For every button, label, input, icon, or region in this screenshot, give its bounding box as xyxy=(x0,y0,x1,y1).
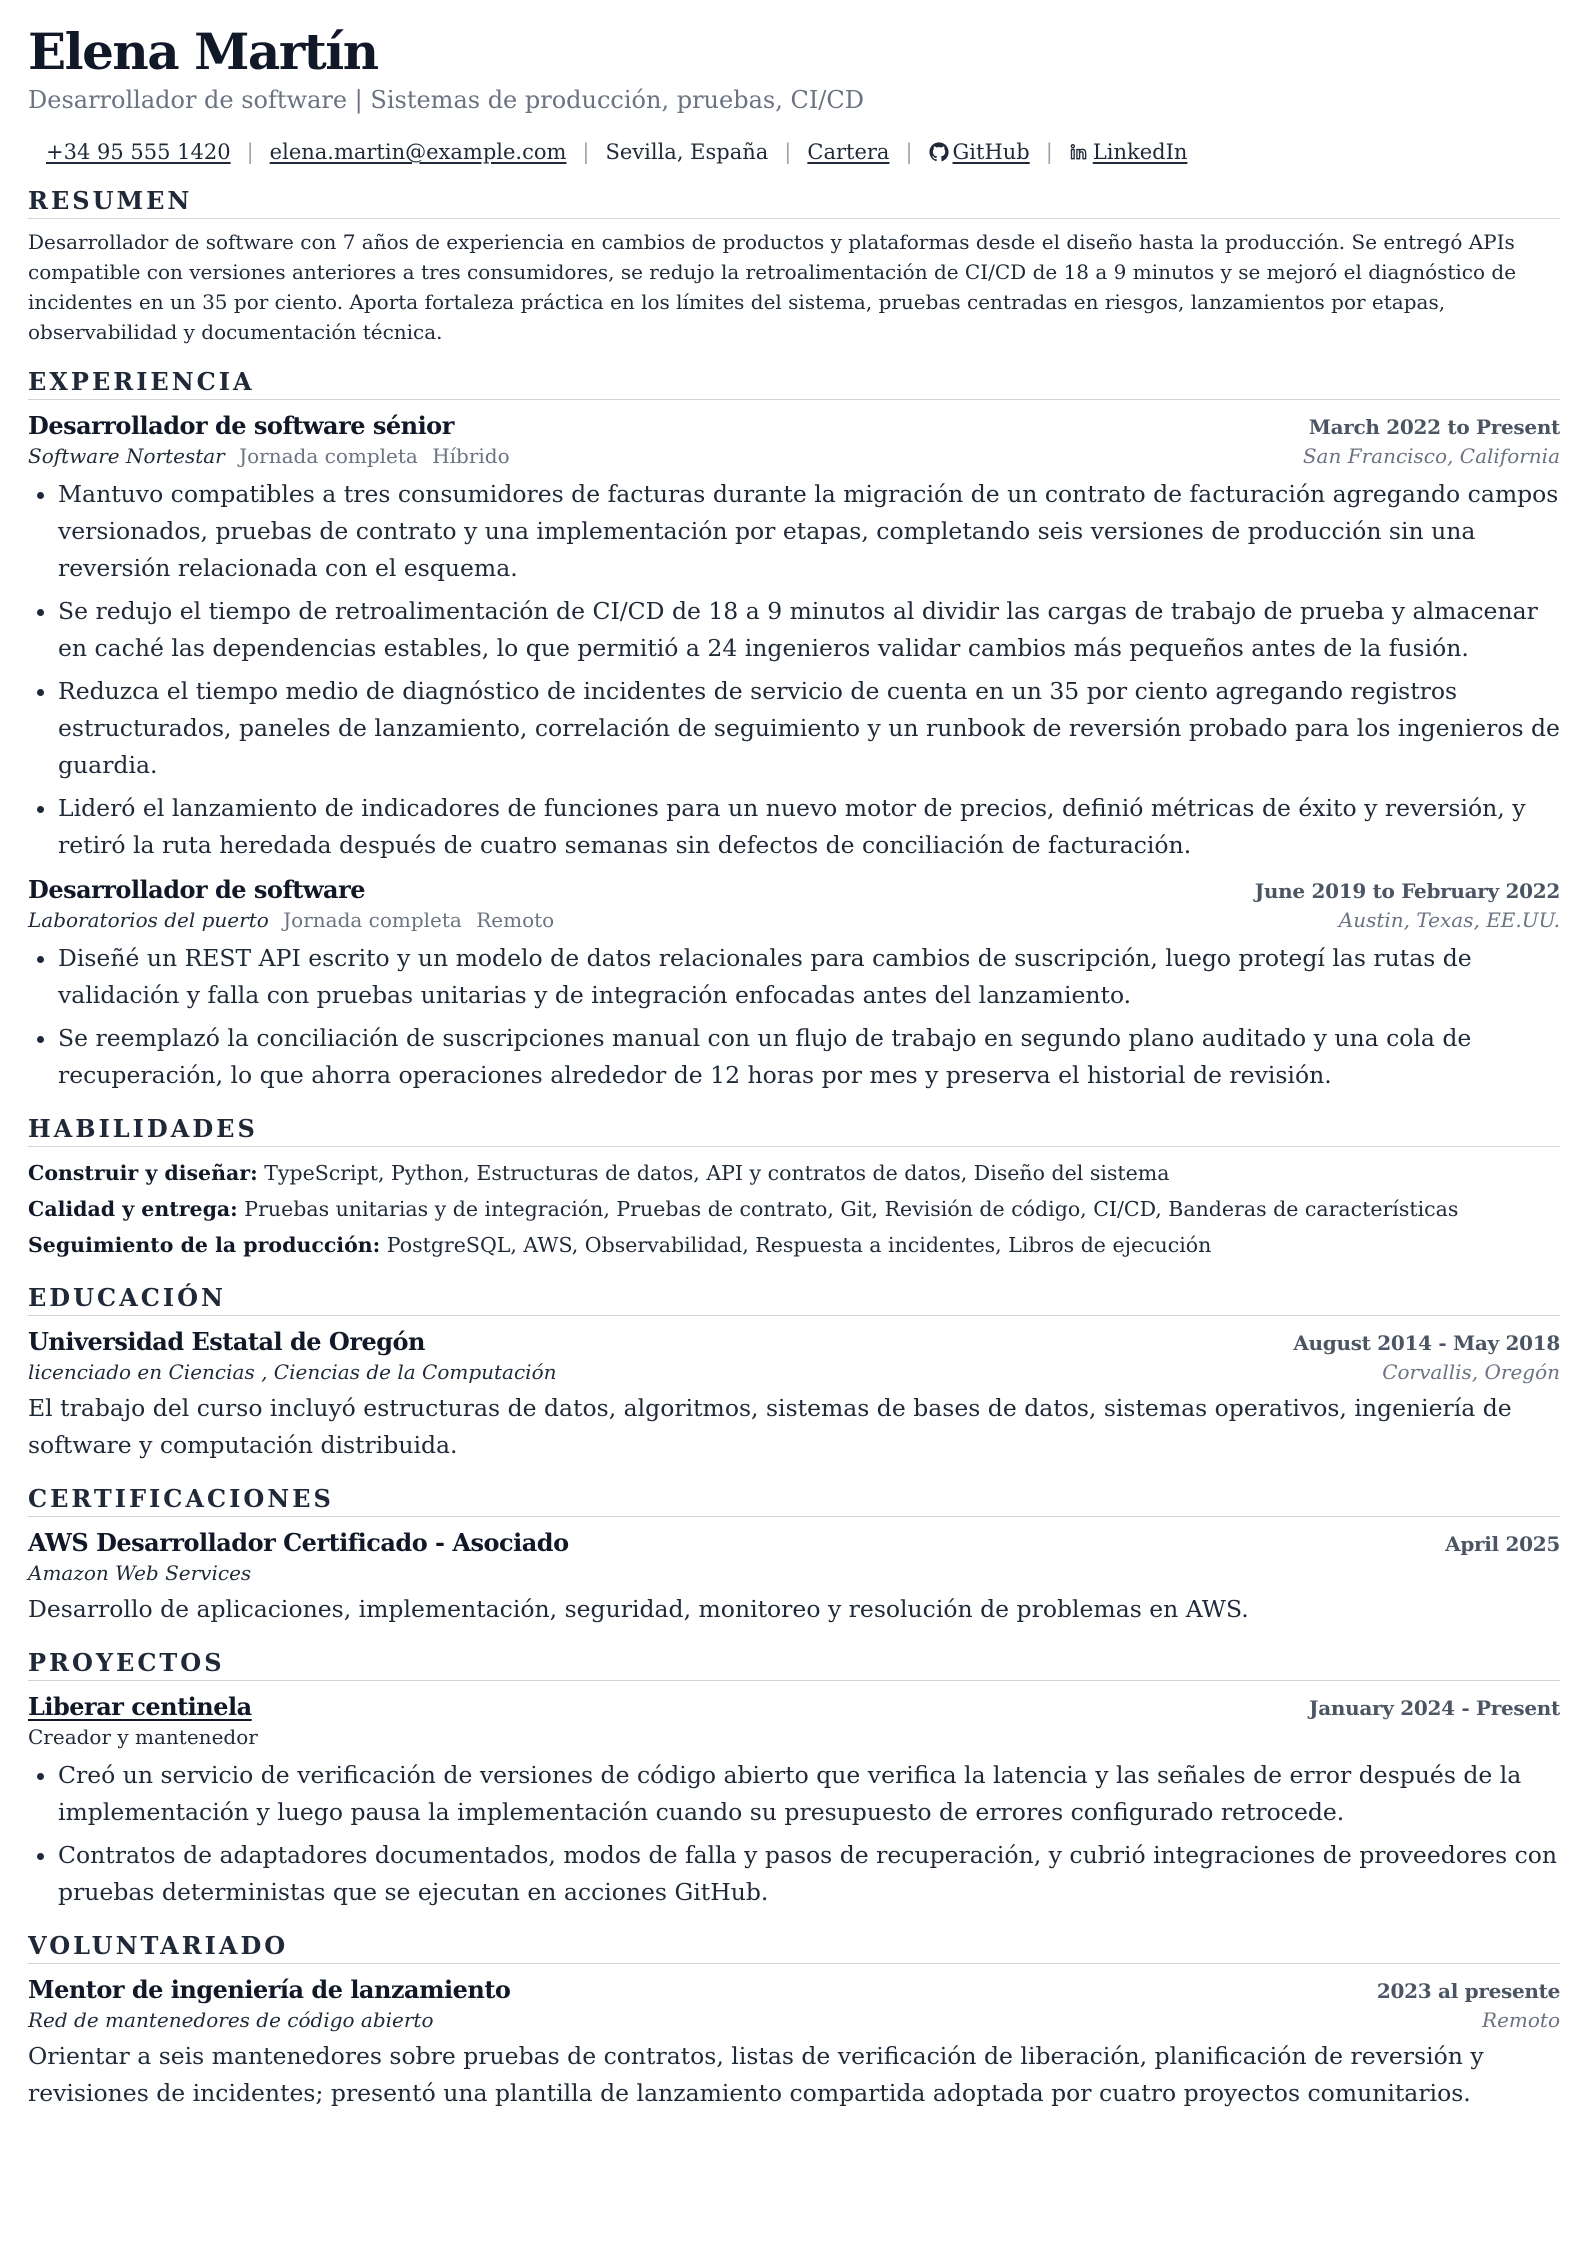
certification-entry xyxy=(28,1527,1560,1628)
github-contact[interactable] xyxy=(929,138,1030,166)
job-bullets xyxy=(28,476,1560,864)
bullet-item: • Se reemplazó la conciliación de suscripciones manual con un flujo de trabajo en segundo plano auditado y una cola de recuperación, lo que ahorra operaciones alrededor de 12 horas por mes y preserva el historial de revisión. xyxy=(58,1020,1560,1094)
separator: | xyxy=(784,140,792,164)
headline: Desarrollador de software | Sistemas de producción, pruebas, CI/CD xyxy=(28,86,864,114)
section-title-skills: HABILIDADES xyxy=(28,1114,1560,1147)
portfolio-link[interactable]: Cartera xyxy=(807,140,890,164)
skills-list xyxy=(28,1155,1560,1263)
volunteer-org: Red de mantenedores de código abierto xyxy=(28,2008,434,2032)
section-title-education: EDUCACIÓN xyxy=(28,1283,1560,1316)
section-title-summary: RESUMEN xyxy=(28,186,1560,219)
linkedin-icon xyxy=(1069,142,1089,162)
education-location: Corvallis, Oregón xyxy=(1382,1360,1560,1384)
skill-line xyxy=(28,1227,1560,1263)
section-title-projects: PROYECTOS xyxy=(28,1648,1560,1681)
github-icon xyxy=(929,142,949,162)
bullet-item: • Contratos de adaptadores documentados, modos de falla y pasos de recuperación, y cubrió integraciones de proveedores con pruebas deterministas que se ejecutan en acciones GitHub. xyxy=(58,1837,1560,1911)
summary-text: Desarrollador de software con 7 años de experiencia en cambios de productos y plataformas desde el diseño hasta la producción. Se entregó APIs compatible con versiones anteriores a tres consumidores, se redujo la retroalimentación de CI/CD de 18 a 9 minutos y se mejoró el diagnóstico de incidentes en un 35 por ciento. Aporta fortaleza práctica en los límites del sistema, pruebas centradas en riesgos, lanzamientos por etapas, observabilidad y documentación técnica. xyxy=(28,230,1517,344)
work-mode: Híbrido xyxy=(432,444,510,468)
volunteer-entry xyxy=(28,1974,1560,2112)
bullet-item: • Diseñé un REST API escrito y un modelo de datos relacionales para cambios de suscripción, luego protegí las rutas de validación y falla con pruebas unitarias y de integración enfocadas antes del lanzamiento. xyxy=(58,940,1560,1014)
job-date: March 2022 to Present xyxy=(1308,415,1560,439)
contact-bar xyxy=(28,138,1560,166)
school-name: Universidad Estatal de Oregón xyxy=(28,1327,425,1356)
experience-entry xyxy=(28,410,1560,864)
section-title-volunteer: VOLUNTARIADO xyxy=(28,1931,1560,1964)
phone-link[interactable]: +34 95 555 1420 xyxy=(46,140,231,164)
skill-value: Pruebas unitarias y de integración, Pruebas de contrato, Git, Revisión de código, CI/CD, Banderas de características xyxy=(244,1197,1459,1221)
volunteer-location: Remoto xyxy=(1482,2008,1560,2032)
bullet-item: • Reduzca el tiempo medio de diagnóstico de incidentes de servicio de cuenta en un 35 por ciento agregando registros estructurados, paneles de lanzamiento, correlación de seguimiento y un runbook de reversión probado para los ingenieros de guardia. xyxy=(58,673,1560,784)
separator: | xyxy=(246,140,254,164)
skill-line xyxy=(28,1155,1560,1191)
separator: | xyxy=(582,140,590,164)
education-date: August 2014 - May 2018 xyxy=(1293,1331,1560,1355)
skill-value: TypeScript, Python, Estructuras de datos, API y contratos de datos, Diseño del sistema xyxy=(264,1161,1170,1185)
job-date: June 2019 to February 2022 xyxy=(1254,879,1560,903)
job-location: Austin, Texas, EE.UU. xyxy=(1338,908,1560,932)
skill-label: Construir y diseñar: xyxy=(28,1161,258,1185)
linkedin-link[interactable]: LinkedIn xyxy=(1092,140,1188,164)
bullet-item: • Lideró el lanzamiento de indicadores de funciones para un nuevo motor de precios, definió métricas de éxito y reversión, y retiró la ruta heredada después de cuatro semanas sin defectos de conciliación de facturación. xyxy=(58,790,1560,864)
project-bullets xyxy=(28,1757,1560,1911)
project-role: Creador y mantenedor xyxy=(28,1725,258,1749)
skill-line xyxy=(28,1191,1560,1227)
certification-date: April 2025 xyxy=(1445,1532,1560,1556)
job-title: Desarrollador de software xyxy=(28,875,365,904)
employment-type: Jornada completa xyxy=(239,444,418,468)
bullet-item: • Se redujo el tiempo de retroalimentación de CI/CD de 18 a 9 minutos al dividir las cargas de trabajo de prueba y almacenar en caché las dependencias estables, lo que permitió a 24 ingenieros validar cambios más pequeños antes de la fusión. xyxy=(58,593,1560,667)
work-mode: Remoto xyxy=(476,908,555,932)
project-entry xyxy=(28,1691,1560,1911)
bullet-item: • Mantuvo compatibles a tres consumidores de facturas durante la migración de un contrato de facturación agregando campos versionados, pruebas de contrato y una implementación por etapas, completando seis versiones de producción sin una reversión relacionada con el esquema. xyxy=(58,476,1560,587)
volunteer-description: Orientar a seis mantenedores sobre pruebas de contratos, listas de verificación de liberación, planificación de reversión y revisiones de incidentes; presentó una plantilla de lanzamiento compartida adoptada por cuatro proyectos comunitarios. xyxy=(28,2042,1484,2107)
degree: licenciado en Ciencias , Ciencias de la Computación xyxy=(28,1360,557,1384)
certification-description: Desarrollo de aplicaciones, implementación, seguridad, monitoreo y resolución de problemas en AWS. xyxy=(28,1595,1249,1623)
certification-title: AWS Desarrollador Certificado - Asociado xyxy=(28,1528,569,1557)
linkedin-contact[interactable] xyxy=(1069,138,1188,166)
email-link[interactable]: elena.martin@example.com xyxy=(269,140,567,164)
volunteer-title: Mentor de ingeniería de lanzamiento xyxy=(28,1975,511,2004)
skill-label: Calidad y entrega: xyxy=(28,1197,238,1221)
project-date: January 2024 - Present xyxy=(1309,1696,1560,1720)
job-location: San Francisco, California xyxy=(1302,444,1560,468)
job-bullets xyxy=(28,940,1560,1094)
skill-value: PostgreSQL, AWS, Observabilidad, Respuesta a incidentes, Libros de ejecución xyxy=(386,1233,1212,1257)
employment-type: Jornada completa xyxy=(283,908,462,932)
company-name: Laboratorios del puerto xyxy=(28,908,269,932)
volunteer-date: 2023 al presente xyxy=(1376,1979,1560,2003)
certification-issuer: Amazon Web Services xyxy=(28,1561,252,1585)
location-text: Sevilla, España xyxy=(605,140,769,164)
section-title-certifications: CERTIFICACIONES xyxy=(28,1484,1560,1517)
section-title-experience: EXPERIENCIA xyxy=(28,367,1560,400)
candidate-name: Elena Martín xyxy=(28,22,378,81)
github-link[interactable]: GitHub xyxy=(952,140,1030,164)
separator: | xyxy=(905,140,913,164)
education-description: El trabajo del curso incluyó estructuras de datos, algoritmos, sistemas de bases de datos, sistemas operativos, ingeniería de software y computación distribuida. xyxy=(28,1394,1512,1459)
skill-label: Seguimiento de la producción: xyxy=(28,1233,381,1257)
project-title-link[interactable]: Liberar centinela xyxy=(28,1692,252,1721)
company-name: Software Nortestar xyxy=(28,444,225,468)
separator: | xyxy=(1045,140,1053,164)
education-entry xyxy=(28,1326,1560,1464)
bullet-item: • Creó un servicio de verificación de versiones de código abierto que verifica la latencia y las señales de error después de la implementación y luego pausa la implementación cuando su presupuesto de errores configurado retrocede. xyxy=(58,1757,1560,1831)
job-title: Desarrollador de software sénior xyxy=(28,411,454,440)
experience-entry xyxy=(28,874,1560,1094)
